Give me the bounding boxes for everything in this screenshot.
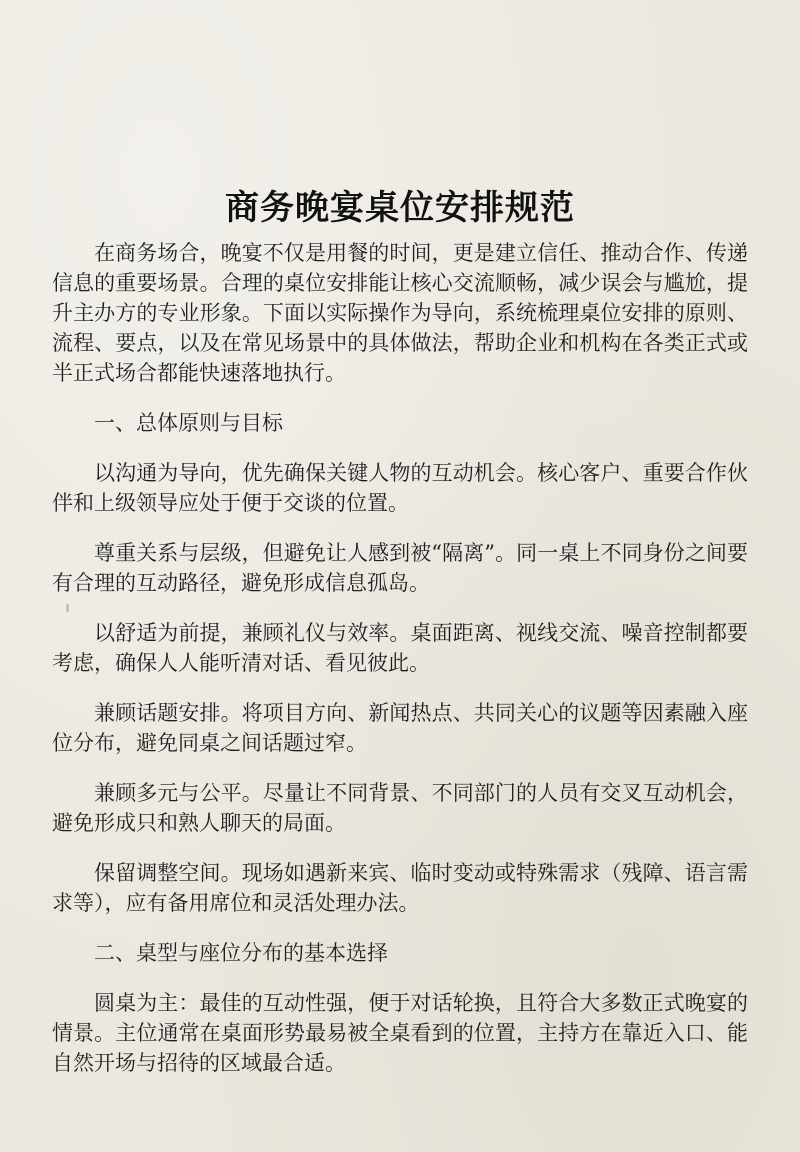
document-title: 商务晚宴桌位安排规范 (225, 188, 575, 228)
section-heading-2: 二、桌型与座位分布的基本选择 (94, 941, 388, 965)
paragraph: 保留调整空间。现场如遇新来宾、临时变动或特殊需求（残障、语言需求等），应有备用席位和灵活处理办法。 (52, 861, 748, 915)
paragraph: 兼顾话题安排。将项目方向、新闻热点、共同关心的议题等因素融入座位分布，避免同桌之间话题过窄。 (52, 701, 748, 755)
paragraph: 以舒适为前提，兼顾礼仪与效率。桌面距离、视线交流、噪音控制都要考虑，确保人人能听清对话、看见彼此。 (52, 621, 748, 675)
paragraph: 圆桌为主：最佳的互动性强，便于对话轮换，且符合大多数正式晚宴的情景。主位通常在桌面形势最易被全桌看到的位置，主持方在靠近入口、能自然开场与招待的区域最合适。 (52, 991, 748, 1075)
paragraph: 尊重关系与层级，但避免让人感到被“隔离”。同一桌上不同身份之间要有合理的互动路径，避免形成信息孤岛。 (52, 541, 748, 595)
section-heading-1: 一、总体原则与目标 (94, 411, 283, 435)
paragraph: 兼顾多元与公平。尽量让不同背景、不同部门的人员有交叉互动机会，避免形成只和熟人聊天的局面。 (52, 781, 748, 835)
document-body (52, 238, 748, 1078)
paragraph: 以沟通为导向，优先确保关键人物的互动机会。核心客户、重要合作伙伴和上级领导应处于便于交谈的位置。 (52, 461, 748, 515)
intro-paragraph: 在商务场合，晚宴不仅是用餐的时间，更是建立信任、推动合作、传递信息的重要场景。合理的桌位安排能让核心交流顺畅，减少误会与尴尬，提升主办方的专业形象。下面以实际操作为导向，系统梳理桌位安排的原则、流程、要点，以及在常见场景中的具体做法，帮助企业和机构在各类正式或半正式场合都能快速落地执行。 (52, 241, 748, 385)
